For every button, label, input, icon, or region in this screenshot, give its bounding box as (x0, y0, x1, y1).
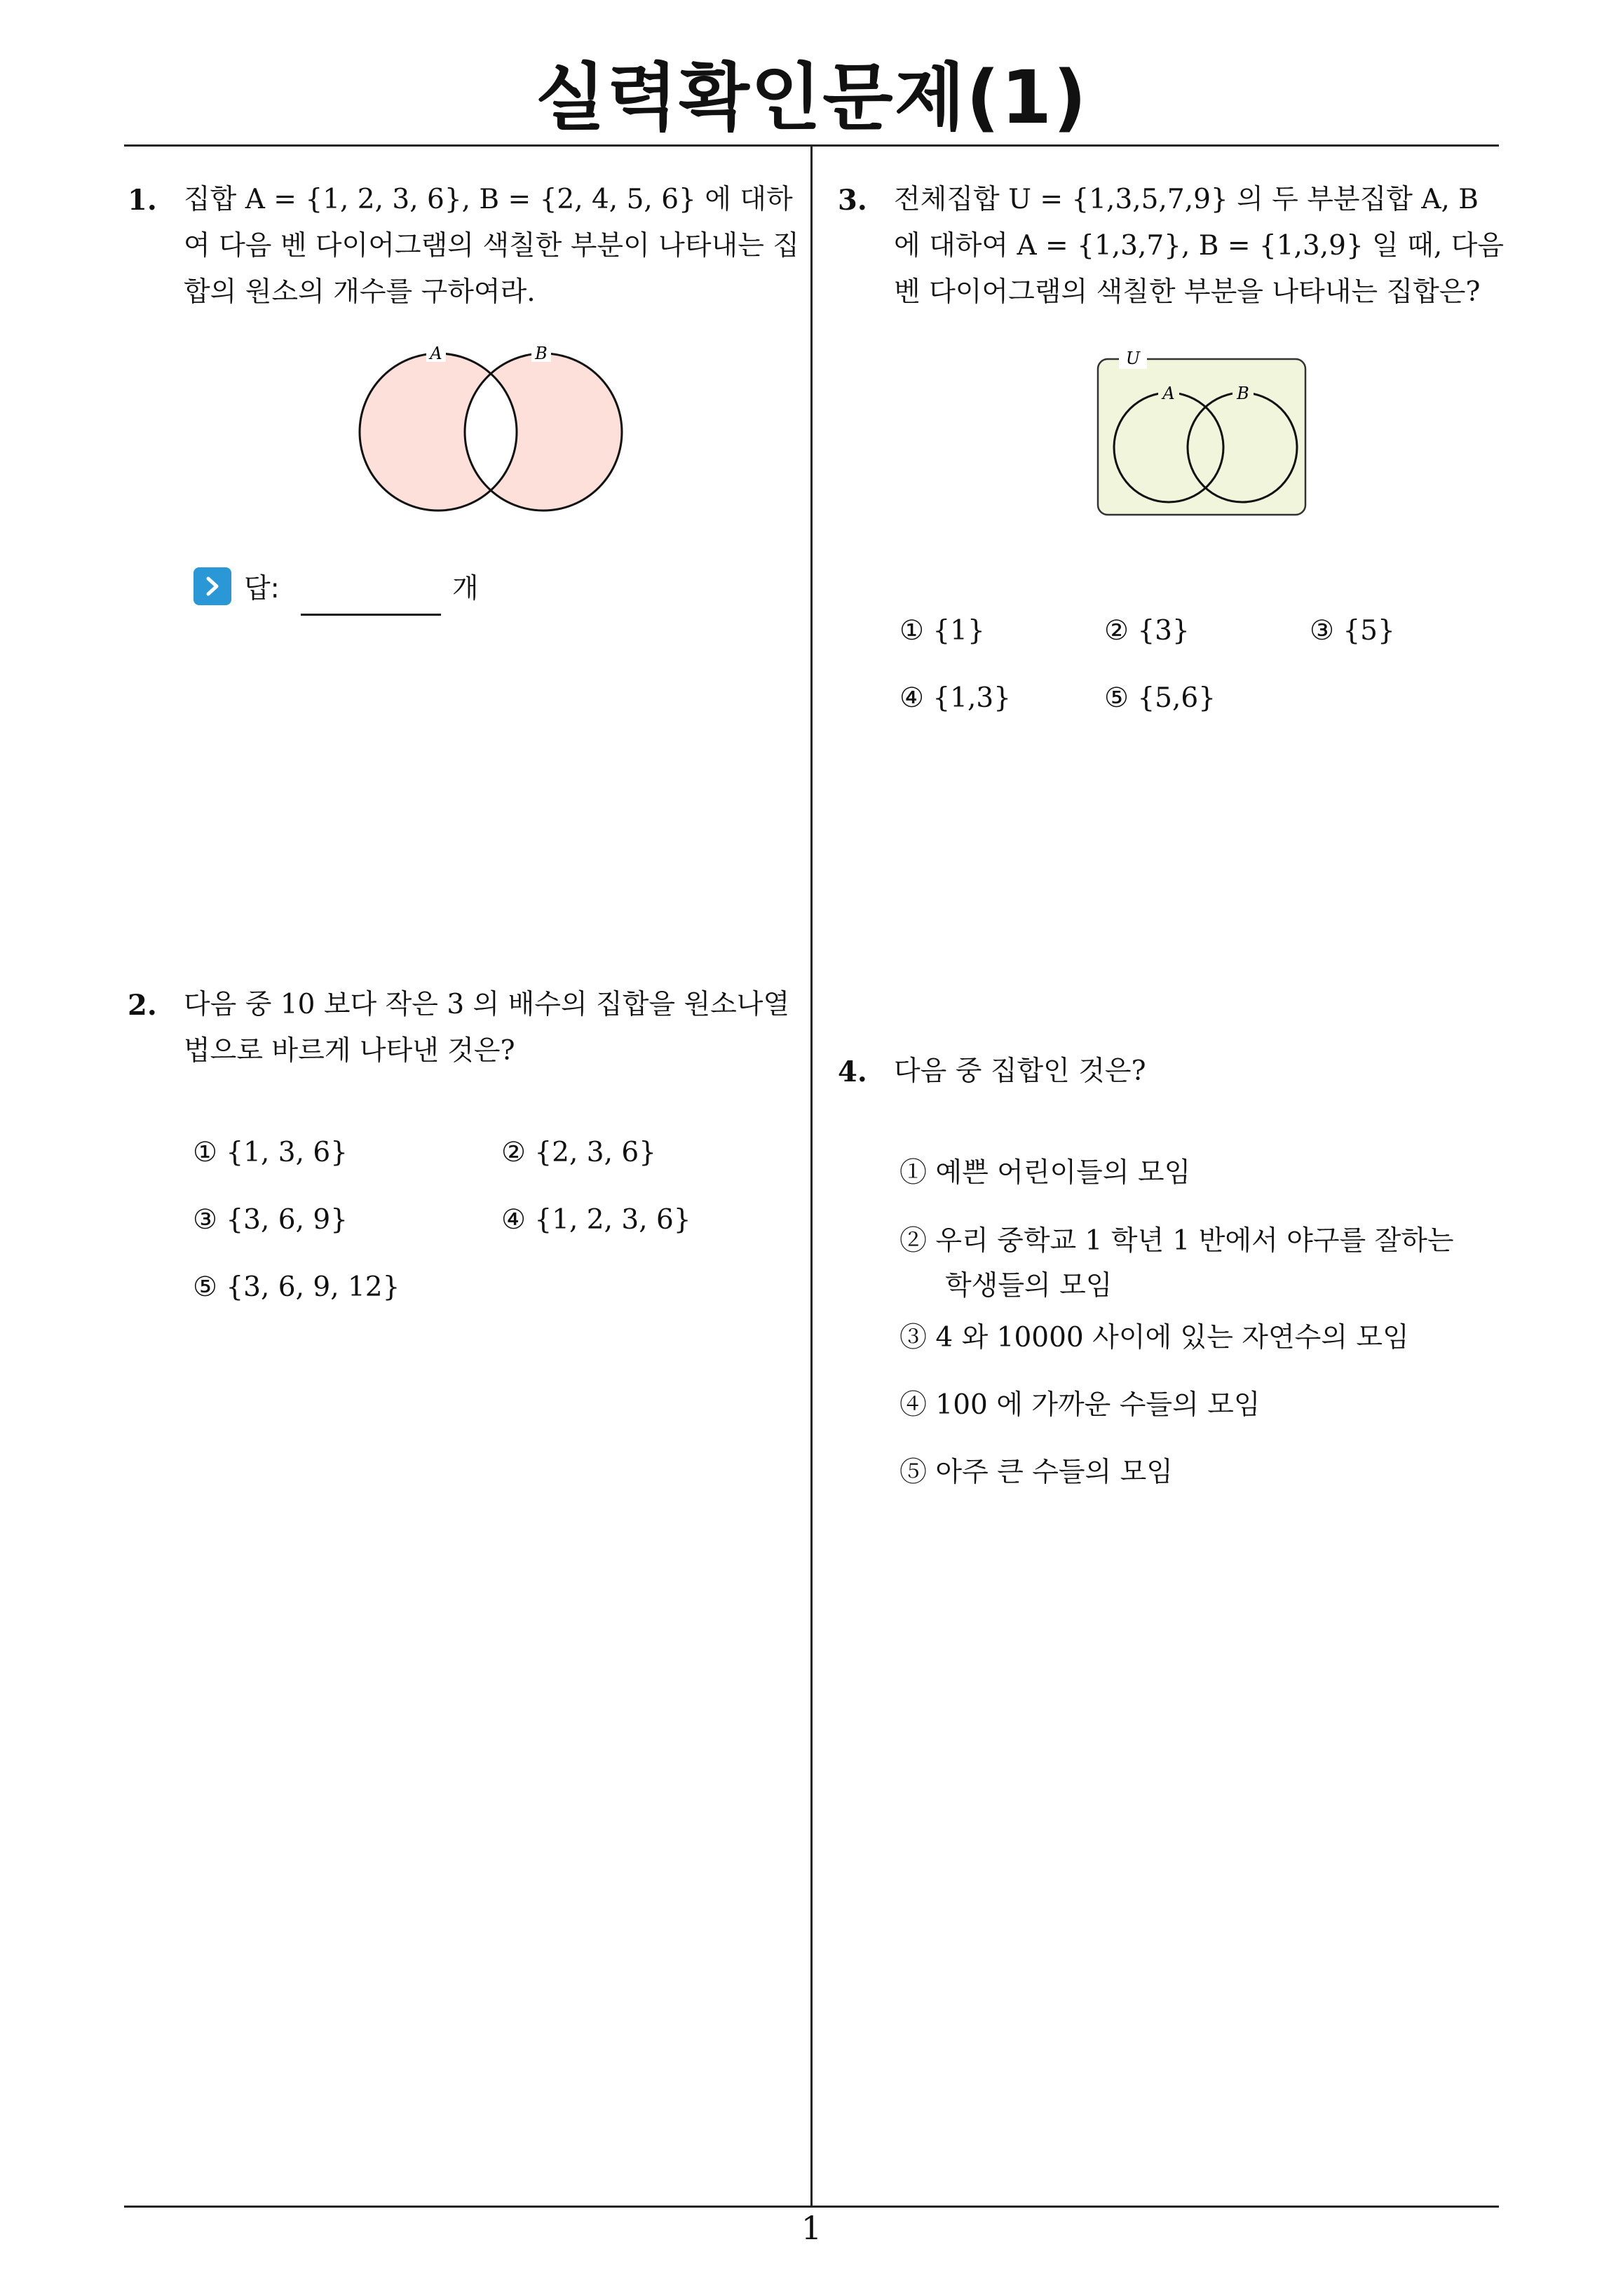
question-2-choice-2[interactable]: ② {2, 3, 6} (501, 1137, 657, 1168)
venn-label-a: A (430, 344, 442, 363)
venn-label-a: A (1162, 384, 1175, 403)
chevron-right-icon (193, 567, 231, 605)
question-3-choice-2[interactable]: ② {3} (1104, 615, 1190, 647)
question-2-choice-5[interactable]: ⑤ {3, 6, 9, 12} (193, 1271, 400, 1303)
question-4-text: 다음 중 집합인 것은? (894, 1055, 1146, 1087)
venn-label-b: B (1237, 384, 1249, 403)
column-divider (810, 147, 813, 2207)
footer-rule (124, 2206, 1499, 2208)
question-4-choice-2-continued: 학생들의 모임 (945, 1270, 1113, 1302)
question-3-venn-diagram (1094, 344, 1311, 519)
question-1-venn-diagram (351, 342, 631, 518)
page-number: 1 (801, 2209, 822, 2247)
question-1-text: 집합 A = {1, 2, 3, 6}, B = {2, 4, 5, 6} 에 대하여 다음 벤 다이어그램의 색칠한 부분이 나타내는 집합의 원소의 개수를 구하여라. (184, 184, 799, 308)
question-3-choice-1[interactable]: ① {1} (899, 615, 985, 647)
question-1-number: 1. (128, 184, 157, 217)
question-1-answer (193, 567, 479, 606)
question-2-choice-3[interactable]: ③ {3, 6, 9} (193, 1204, 348, 1236)
question-4-choice-5[interactable]: ⑤ 아주 큰 수들의 모임 (899, 1457, 1173, 1488)
question-3-choice-5[interactable]: ⑤ {5,6} (1104, 682, 1216, 714)
question-2-choice-1[interactable]: ① {1, 3, 6} (193, 1137, 348, 1168)
answer-blank[interactable] (301, 583, 441, 616)
question-2-text: 다음 중 10 보다 작은 3 의 배수의 집합을 원소나열법으로 바르게 나타낸 것은? (184, 989, 790, 1067)
question-2-number: 2. (128, 989, 157, 1022)
question-3-choice-3[interactable]: ③ {5} (1310, 615, 1395, 647)
answer-unit: 개 (451, 573, 479, 605)
question-3-text: 전체집합 U = {1,3,5,7,9} 의 두 부분집합 A, B 에 대하여 A = {1,3,7}, B = {1,3,9} 일 때, 다음 벤 다이어그램의 색칠한 부분을 나타내는 집합은? (894, 184, 1505, 308)
answer-label: 답: (244, 573, 280, 605)
question-4-choice-2[interactable]: ② 우리 중학교 1 학년 1 반에서 야구를 잘하는 (899, 1225, 1454, 1257)
page-title: 실력확인문제(1) (535, 55, 1088, 140)
question-4-choice-4[interactable]: ④ 100 에 가까운 수들의 모임 (899, 1389, 1261, 1421)
question-4-number: 4. (838, 1055, 867, 1088)
question-3-number: 3. (838, 184, 867, 217)
question-4-choice-3[interactable]: ③ 4 와 10000 사이에 있는 자연수의 모임 (899, 1322, 1409, 1353)
venn-label-b: B (535, 344, 548, 363)
question-4-choice-1[interactable]: ① 예쁜 어린이들의 모임 (899, 1157, 1191, 1189)
question-2-choice-4[interactable]: ④ {1, 2, 3, 6} (501, 1204, 691, 1236)
question-3-choice-4[interactable]: ④ {1,3} (899, 682, 1012, 714)
venn-label-u: U (1125, 349, 1141, 368)
